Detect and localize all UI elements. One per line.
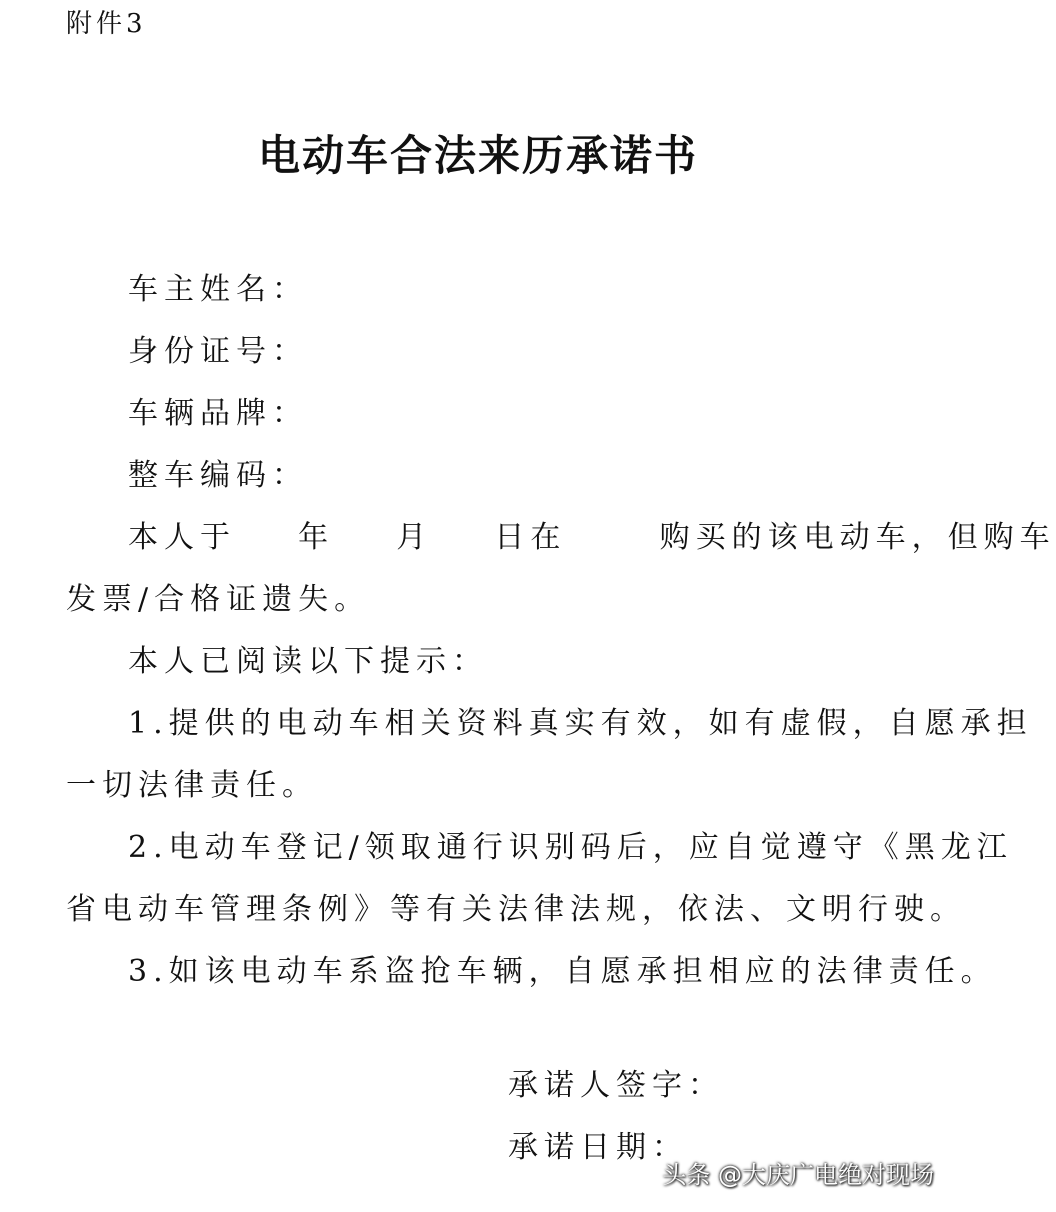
owner-name-field: 车主姓名：: [128, 272, 308, 307]
statement-line-1: 本人于 年 月 日在 购买的该电动车，但购车: [128, 520, 1056, 555]
attachment-label: 附件3: [66, 9, 147, 39]
read-notice: 本人已阅读以下提示：: [128, 644, 488, 679]
id-number-field: 身份证号：: [128, 334, 308, 369]
statement-line-2: 发票/合格证遗失。: [66, 582, 371, 617]
item-2-line-2: 省电动车管理条例》等有关法律法规，依法、文明行驶。: [66, 892, 966, 927]
vehicle-code-field: 整车编码：: [128, 458, 308, 493]
document-title: 电动车合法来历承诺书: [257, 131, 698, 180]
watermark: 头条 @大庆广电绝对现场: [662, 1161, 934, 1189]
brand-field: 车辆品牌：: [128, 396, 308, 431]
signer-signature-label: 承诺人签字：: [508, 1068, 724, 1103]
item-3-line-1: 3.如该电动车系盗抢车辆，自愿承担相应的法律责任。: [128, 954, 997, 989]
item-1-line-1: 1.提供的电动车相关资料真实有效，如有虚假，自愿承担: [128, 706, 1033, 741]
item-1-line-2: 一切法律责任。: [66, 768, 318, 803]
item-2-line-1: 2.电动车登记/领取通行识别码后，应自觉遵守《黑龙江: [128, 830, 1013, 865]
commitment-date-label: 承诺日期：: [508, 1130, 688, 1165]
